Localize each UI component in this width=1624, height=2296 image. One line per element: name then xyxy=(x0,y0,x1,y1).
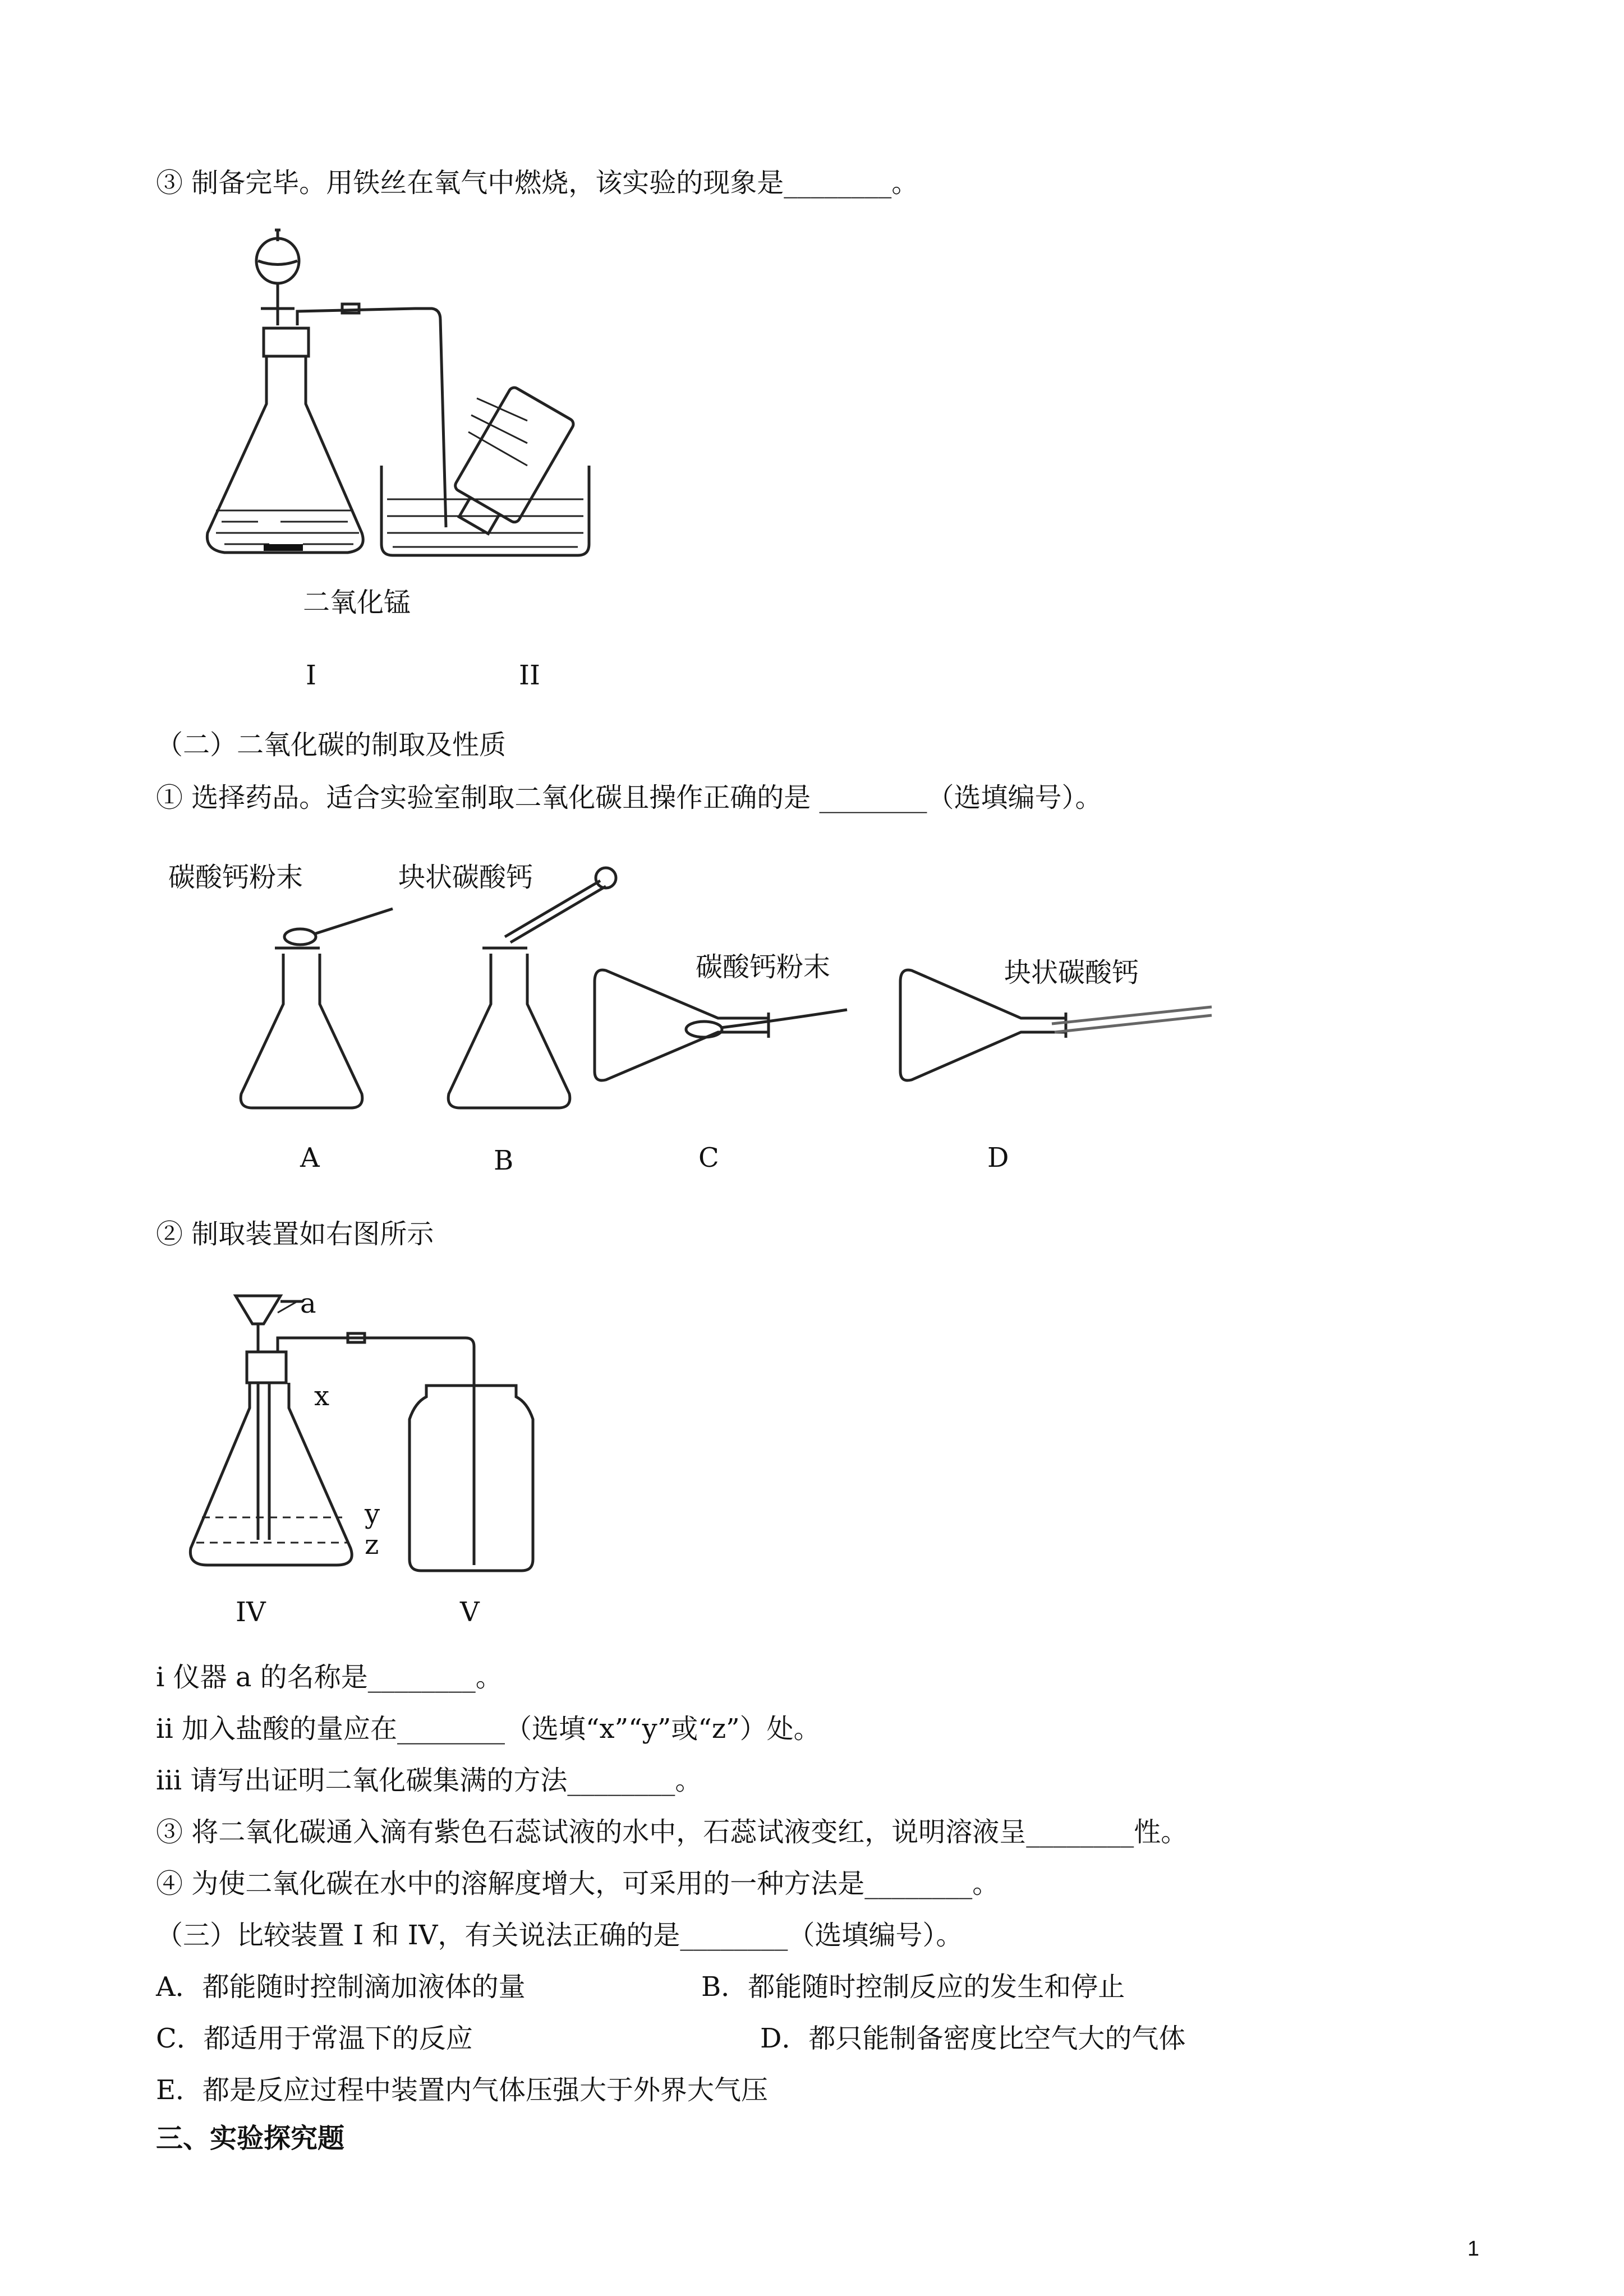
option-B: B xyxy=(494,1145,514,1176)
label-x: x xyxy=(314,1381,330,1412)
label-a: a xyxy=(300,1288,316,1319)
spoon-A xyxy=(284,929,316,945)
flask-A xyxy=(241,954,362,1108)
option-C-text: C．都适用于常温下的反应 xyxy=(156,2023,473,2054)
flask-B xyxy=(448,954,570,1108)
reagent-options-drawing xyxy=(157,847,1223,1178)
option-B-text: B．都能随时控制反应的发生和停止 xyxy=(701,1971,1125,2003)
label-mno2: 二氧化锰 xyxy=(303,587,411,618)
gas-bottle-V xyxy=(410,1386,533,1571)
page-number: 1 xyxy=(1467,2237,1479,2261)
label-lump-B: 块状碳酸钙 xyxy=(398,862,533,893)
question-iii-full-test: iii 请写出证明二氧化碳集满的方法________。 xyxy=(156,1765,702,1796)
question-1-choose-reagent: ① 选择药品。适合实验室制取二氧化碳且操作正确的是 ________（选填编号）。 xyxy=(156,782,1102,813)
section-3-compare: （三）比较装置 I 和 IV，有关说法正确的是________（选填编号）。 xyxy=(156,1920,963,1951)
question-ii-acid-level: ii 加入盐酸的量应在________（选填“x”“y”或“z”）处。 xyxy=(156,1713,821,1745)
mno2-solid xyxy=(264,544,303,551)
label-apparatus-IV: IV xyxy=(236,1596,266,1628)
flask-stopper-IV xyxy=(247,1352,286,1383)
question-3-iron-combustion: ③ 制备完毕。用铁丝在氧气中燃烧，该实验的现象是________。 xyxy=(156,167,919,199)
option-D: D xyxy=(987,1142,1009,1174)
question-i-instrument-name: i 仪器 a 的名称是________。 xyxy=(156,1662,503,1693)
question-3-litmus: ③ 将二氧化碳通入滴有紫色石蕊试液的水中，石蕊试液变红，说明溶液呈________性。 xyxy=(156,1816,1188,1848)
option-A: A xyxy=(300,1142,320,1174)
oxygen-apparatus-drawing xyxy=(191,219,617,701)
label-powder-A: 碳酸钙粉末 xyxy=(168,862,303,893)
option-E-text: E．都是反应过程中装置内气体压强大于外界大气压 xyxy=(156,2074,769,2106)
spoon-C xyxy=(686,1022,722,1037)
conical-flask-I xyxy=(207,356,363,553)
gas-collecting-bottle xyxy=(453,385,576,524)
question-2-apparatus: ② 制取装置如右图所示 xyxy=(156,1218,434,1250)
flask-stopper xyxy=(264,328,309,356)
label-apparatus-II: II xyxy=(519,660,540,691)
long-neck-funnel xyxy=(236,1296,280,1324)
figure-co2-apparatus xyxy=(180,1285,606,1638)
delivery-tube xyxy=(297,309,446,527)
figure-oxygen-apparatus xyxy=(191,219,617,701)
section-2-title: （二）二氧化碳的制取及性质 xyxy=(156,729,507,761)
label-powder-C: 碳酸钙粉末 xyxy=(696,951,831,983)
label-z: z xyxy=(365,1529,379,1561)
option-C: C xyxy=(698,1142,719,1174)
section-heading-3: 三、实验探究题 xyxy=(156,2123,345,2154)
question-4-solubility: ④ 为使二氧化碳在水中的溶解度增大，可采用的一种方法是________。 xyxy=(156,1868,1000,1899)
co2-apparatus-drawing xyxy=(180,1285,606,1638)
option-D-text: D．都只能制备密度比空气大的气体 xyxy=(760,2023,1186,2054)
label-apparatus-I: I xyxy=(306,660,316,691)
figure-reagent-options xyxy=(157,847,1223,1178)
label-lump-D: 块状碳酸钙 xyxy=(1004,957,1139,988)
option-A-text: A．都能随时控制滴加液体的量 xyxy=(156,1971,526,2003)
label-y: y xyxy=(365,1498,380,1530)
separatory-funnel-bulb xyxy=(256,238,299,283)
water-trough-II xyxy=(381,466,589,555)
label-apparatus-V: V xyxy=(460,1596,480,1628)
tongs-D xyxy=(1052,1007,1212,1032)
